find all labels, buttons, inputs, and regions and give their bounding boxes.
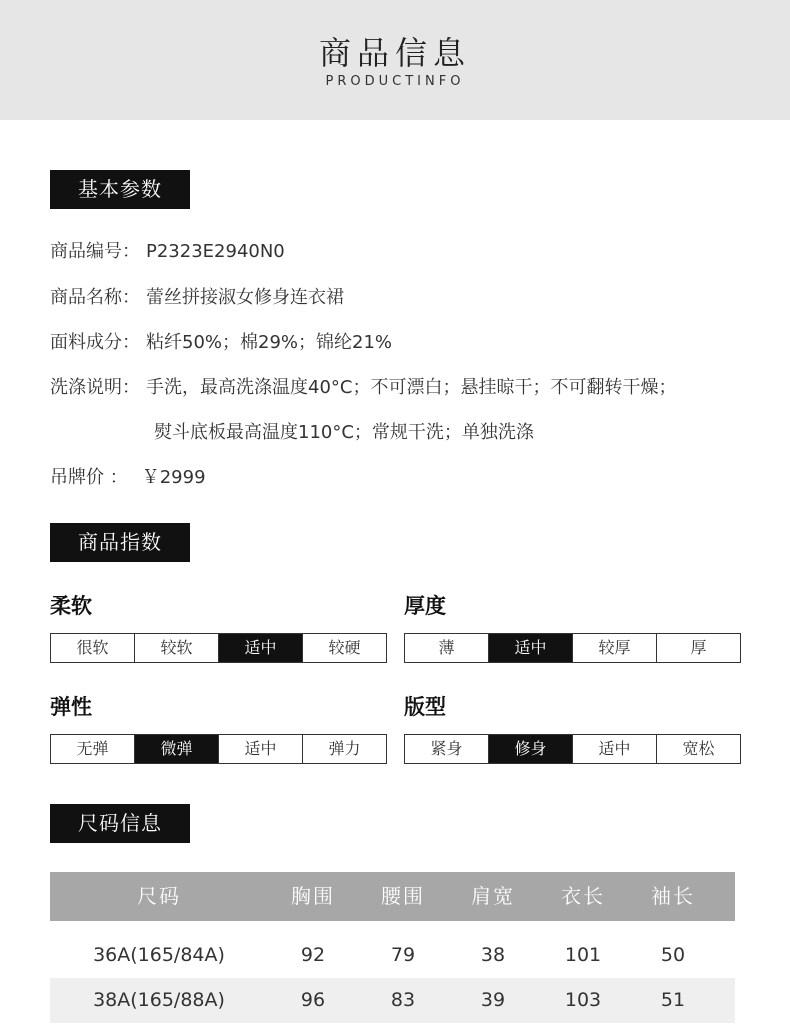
param-value: 蕾丝拼接淑女修身连衣裙 <box>146 287 344 308</box>
size-col-header: 衣长 <box>561 884 605 908</box>
table-row <box>50 933 735 978</box>
size-col-header: 尺码 <box>137 884 181 908</box>
size-col-header: 肩宽 <box>471 884 515 908</box>
index-title-softness: 柔软 <box>50 594 92 618</box>
wash-continuation: 熨斗底板最高温度110°C；常规干洗；单独洗涤 <box>154 422 534 443</box>
table-cell: 83 <box>390 989 416 1011</box>
index-scale-elasticity <box>50 734 387 764</box>
table-cell: 36A(165/84A) <box>93 944 225 966</box>
index-title-thickness: 厚度 <box>404 594 446 618</box>
param-key: 商品编号： <box>50 241 140 262</box>
index-scale-fit <box>404 734 741 764</box>
size-col-header: 袖长 <box>651 884 695 908</box>
index-option: 弹力 <box>302 735 386 763</box>
index-option-selected: 修身 <box>488 735 572 763</box>
param-value: ￥2999 <box>141 467 206 488</box>
table-cell: 51 <box>660 989 686 1011</box>
table-row <box>50 978 735 1023</box>
index-option: 很软 <box>76 638 109 657</box>
index-option: 较软 <box>134 634 218 662</box>
table-cell: 38 <box>480 944 506 966</box>
index-option: 宽松 <box>656 735 740 763</box>
index-title-fit: 版型 <box>404 695 446 719</box>
page-header <box>0 0 790 120</box>
table-cell: 50 <box>660 944 686 966</box>
section-label-basic: 基本参数 <box>50 170 190 209</box>
size-table <box>50 872 735 1023</box>
table-cell: 96 <box>300 989 326 1011</box>
size-table-header <box>50 872 735 921</box>
table-cell: 101 <box>564 944 602 966</box>
param-key: 面料成分： <box>50 332 140 353</box>
param-row <box>50 373 676 399</box>
param-row <box>50 328 392 354</box>
index-scale-softness <box>50 633 387 663</box>
param-key: 洗涤说明： <box>50 377 140 398</box>
param-value: P2323E2940N0 <box>146 241 285 262</box>
index-option: 适中 <box>218 735 302 763</box>
index-option: 薄 <box>438 638 455 657</box>
param-row <box>50 237 285 263</box>
table-cell: 79 <box>390 944 416 966</box>
index-title-elasticity: 弹性 <box>50 695 92 719</box>
index-option: 适中 <box>572 735 656 763</box>
page-subtitle: PRODUCTINFO <box>325 74 465 89</box>
section-label-index: 商品指数 <box>50 523 190 562</box>
table-cell: 38A(165/88A) <box>93 989 225 1011</box>
section-label-size: 尺码信息 <box>50 804 190 843</box>
page-title: 商品信息 <box>318 34 471 72</box>
table-cell: 103 <box>564 989 602 1011</box>
param-key: 商品名称： <box>50 287 140 308</box>
param-value: 手洗，最高洗涤温度40°C；不可漂白；悬挂晾干；不可翻转干燥； <box>146 377 677 398</box>
index-option: 紧身 <box>430 739 463 758</box>
param-row <box>50 463 206 489</box>
param-row <box>50 283 344 309</box>
index-option-selected: 微弹 <box>134 735 218 763</box>
table-cell: 39 <box>480 989 506 1011</box>
index-option-selected: 适中 <box>488 634 572 662</box>
index-scale-thickness <box>404 633 741 663</box>
index-option: 无弹 <box>76 739 109 758</box>
table-cell: 92 <box>300 944 326 966</box>
param-key: 吊牌价 ： <box>50 467 128 488</box>
index-option: 较厚 <box>572 634 656 662</box>
param-value: 粘纤50%；棉29%；锦纶21% <box>146 332 393 353</box>
index-option: 厚 <box>656 634 740 662</box>
index-option-selected: 适中 <box>218 634 302 662</box>
size-col-header: 腰围 <box>381 884 425 908</box>
index-option: 较硬 <box>302 634 386 662</box>
size-col-header: 胸围 <box>291 884 335 908</box>
